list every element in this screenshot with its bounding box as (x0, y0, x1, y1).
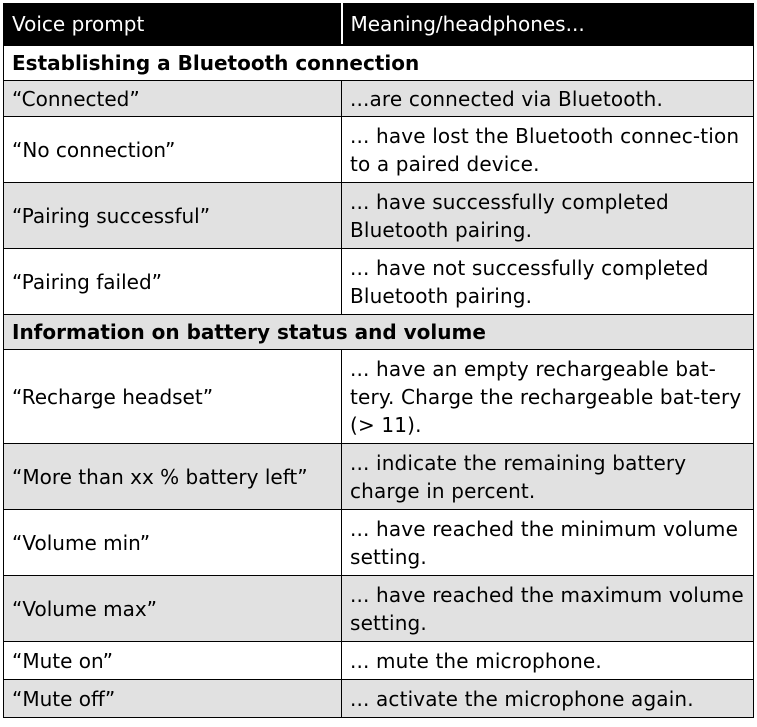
table-row (4, 117, 754, 183)
section-title: Establishing a Bluetooth connection (4, 45, 754, 81)
section-header-battery (4, 315, 754, 350)
meaning-cell: ... have successfully completed Bluetooth pairing. (342, 183, 754, 249)
section-title: Information on battery status and volume (4, 315, 754, 350)
section-header-bluetooth (4, 45, 754, 81)
meaning-cell: ...are connected via Bluetooth. (342, 81, 754, 117)
meaning-cell: ... have reached the minimum volume setting. (342, 510, 754, 576)
prompt-cell: “Volume min” (4, 510, 342, 576)
prompt-cell: “Volume max” (4, 576, 342, 642)
voice-prompt-table (3, 3, 754, 718)
meaning-cell: ... indicate the remaining battery charge in percent. (342, 444, 754, 510)
prompt-cell: “Recharge headset” (4, 350, 342, 444)
table-row (4, 81, 754, 117)
table-row (4, 350, 754, 444)
table-row (4, 642, 754, 680)
table-row (4, 183, 754, 249)
table-row (4, 510, 754, 576)
meaning-cell: ... activate the microphone again. (342, 680, 754, 718)
meaning-cell: ... have lost the Bluetooth connec-tion to a paired device. (342, 117, 754, 183)
table-row (4, 576, 754, 642)
meaning-cell: ... have an empty rechargeable bat-tery. Charge the rechargeable bat-tery (> 11). (342, 350, 754, 444)
prompt-cell: “Pairing failed” (4, 249, 342, 315)
table-row (4, 249, 754, 315)
prompt-cell: “Connected” (4, 81, 342, 117)
prompt-cell: “Pairing successful” (4, 183, 342, 249)
meaning-cell: ... have reached the maximum volume setting. (342, 576, 754, 642)
meaning-cell: ... have not successfully completed Bluetooth pairing. (342, 249, 754, 315)
header-meaning: Meaning/headphones... (342, 4, 754, 46)
header-voice-prompt: Voice prompt (4, 4, 342, 46)
table-row (4, 680, 754, 718)
table-header-row (4, 4, 754, 46)
prompt-cell: “Mute off” (4, 680, 342, 718)
meaning-cell: ... mute the microphone. (342, 642, 754, 680)
prompt-cell: “No connection” (4, 117, 342, 183)
prompt-cell: “More than xx % battery left” (4, 444, 342, 510)
table-row (4, 444, 754, 510)
prompt-cell: “Mute on” (4, 642, 342, 680)
